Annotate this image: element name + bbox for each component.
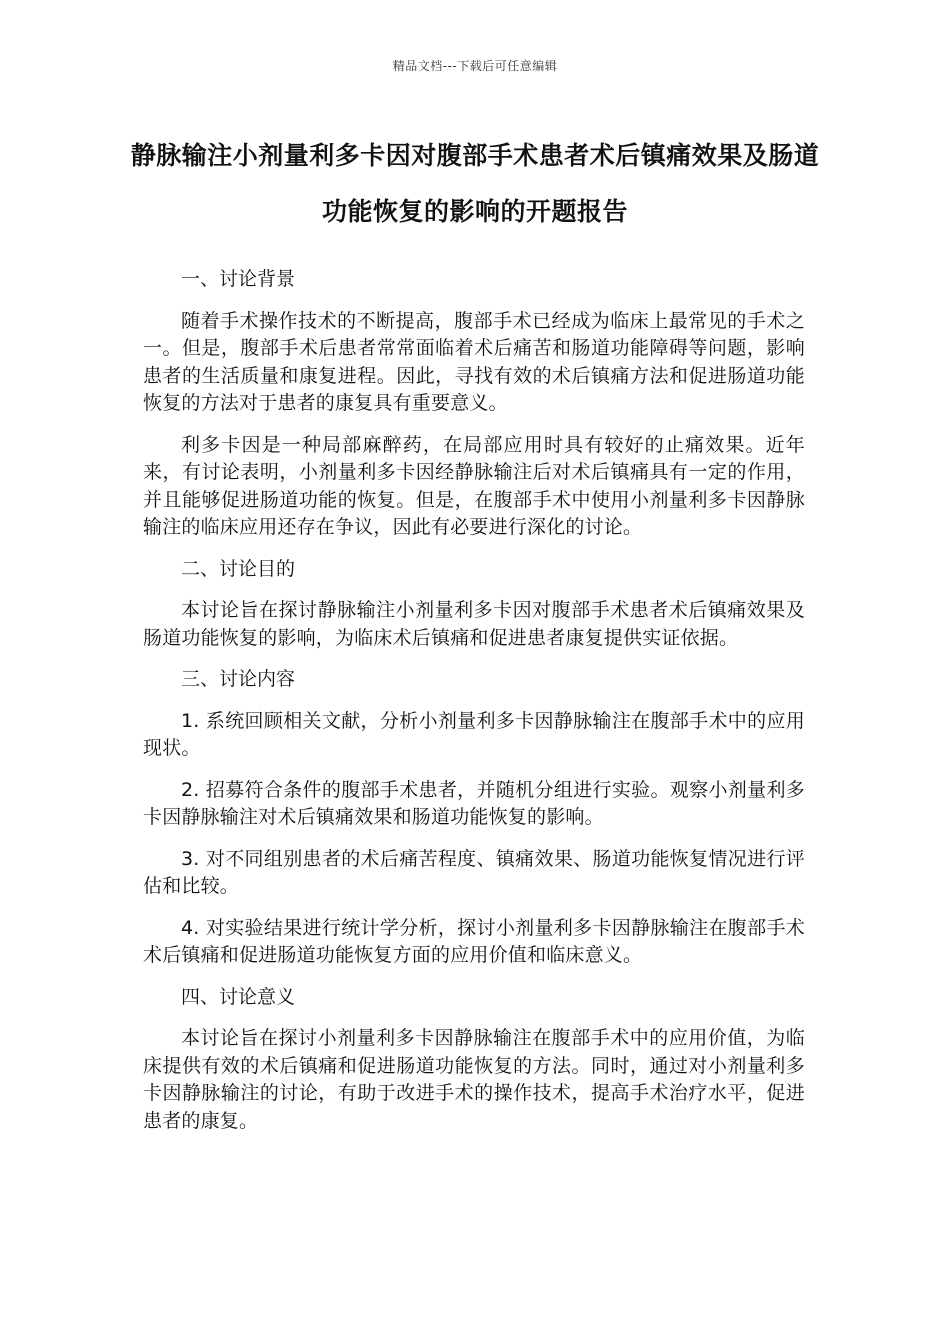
- paragraph: 本讨论旨在探讨小剂量利多卡因静脉输注在腹部手术中的应用价值，为临床提供有效的术后镇痛和促进肠道功能恢复的方法。同时，通过对小剂量利多卡因静脉输注的讨论，有助于改进手术的操作技术，提高手术治疗水平，促进患者的康复。: [143, 1027, 805, 1132]
- paragraph: 本讨论旨在探讨静脉输注小剂量利多卡因对腹部手术患者术后镇痛效果及肠道功能恢复的影响，为临床术后镇痛和促进患者康复提供实证依据。: [143, 599, 805, 649]
- paragraph: 随着手术操作技术的不断提高，腹部手术已经成为临床上最常见的手术之一。但是，腹部手术后患者常常面临着术后痛苦和肠道功能障碍等问题，影响患者的生活质量和康复进程。因此，寻找有效的术后镇痛方法和促进肠道功能恢复的方法对于患者的康复具有重要意义。: [143, 309, 805, 414]
- header-note: 精品文档---下载后可任意编辑: [392, 59, 558, 73]
- section-heading-background: 一、讨论背景: [181, 268, 296, 290]
- list-item: 1. 系统回顾相关文献，分析小剂量利多卡因静脉输注在腹部手术中的应用现状。: [143, 709, 805, 759]
- document-title: 静脉输注小剂量利多卡因对腹部手术患者术后镇痛效果及肠道功能恢复的影响的开题报告: [130, 141, 820, 226]
- paragraph: 利多卡因是一种局部麻醉药，在局部应用时具有较好的止痛效果。近年来，有讨论表明，小剂量利多卡因经静脉输注后对术后镇痛具有一定的作用，并且能够促进肠道功能的恢复。但是，在腹部手术中使用小剂量利多卡因静脉输注的临床应用还存在争议，因此有必要进行深化的讨论。: [143, 433, 805, 538]
- section-heading-significance: 四、讨论意义: [181, 985, 296, 1008]
- section-heading-content: 三、讨论内容: [181, 668, 296, 690]
- section-heading-purpose: 二、讨论目的: [181, 557, 296, 580]
- list-item: 4. 对实验结果进行统计学分析，探讨小剂量利多卡因静脉输注在腹部手术术后镇痛和促进肠道功能恢复方面的应用价值和临床意义。: [143, 916, 805, 966]
- document-body: [143, 266, 805, 1149]
- list-item: 3. 对不同组别患者的术后痛苦程度、镇痛效果、肠道功能恢复情况进行评估和比较。: [143, 847, 805, 897]
- list-item: 2. 招募符合条件的腹部手术患者，并随机分组进行实验。观察小剂量利多卡因静脉输注对术后镇痛效果和肠道功能恢复的影响。: [143, 778, 805, 828]
